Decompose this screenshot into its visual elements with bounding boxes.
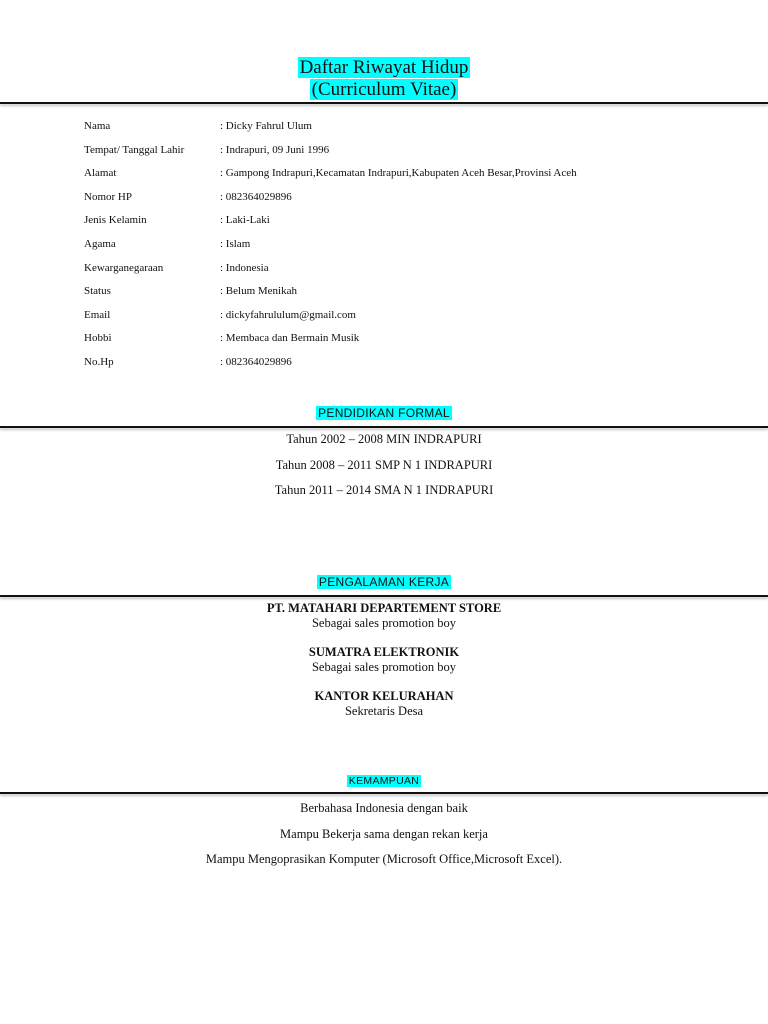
experience-item	[0, 689, 768, 719]
company-name: SUMATRA ELEKTRONIK	[308, 645, 460, 659]
education-item: Tahun 2008 – 2011 SMP N 1 INDRAPURI	[275, 457, 493, 472]
skill-item: Mampu Mengoprasikan Komputer (Microsoft Office,Microsoft Excel).	[205, 852, 563, 866]
info-value: : Gampong Indrapuri,Kecamatan Indrapuri,Kabupaten Aceh Besar,Provinsi Aceh	[220, 167, 577, 180]
info-value: : dickyfahrululum@gmail.com	[220, 308, 356, 321]
info-value: : 082364029896	[220, 355, 292, 368]
company-name: PT. MATAHARI DEPARTEMENT STORE	[266, 601, 502, 615]
job-role: Sebagai sales promotion boy	[311, 660, 457, 674]
education-item: Tahun 2002 – 2008 MIN INDRAPURI	[286, 432, 482, 446]
section-heading-education: PENDIDIKAN FORMAL	[318, 406, 450, 420]
info-value: : Islam	[220, 237, 251, 250]
skill-item: Berbahasa Indonesia dengan baik	[300, 801, 468, 815]
info-value: : Indonesia	[220, 261, 269, 274]
info-label: Jenis Kelamin	[84, 214, 147, 227]
education-list	[0, 431, 768, 508]
info-value: : Laki-Laki	[220, 214, 270, 227]
skills-list	[0, 800, 768, 877]
info-value: : Indrapuri, 09 Juni 1996	[220, 143, 330, 156]
info-value: : Membaca dan Bermain Musik	[220, 332, 360, 345]
info-label: Hobbi	[84, 332, 112, 345]
info-label: Alamat	[84, 167, 117, 180]
education-item: Tahun 2011 – 2014 SMA N 1 INDRAPURI	[274, 483, 494, 497]
job-role: Sekretaris Desa	[344, 704, 424, 718]
info-label: Email	[84, 308, 111, 321]
title-line-sub: (Curriculum Vitae)	[311, 79, 457, 100]
experience-item	[0, 601, 768, 631]
experience-divider	[0, 595, 768, 597]
info-value: : Belum Menikah	[220, 285, 297, 298]
section-heading-skills: KEMAMPUAN	[348, 775, 420, 787]
title-divider	[0, 102, 768, 104]
info-label: Tempat/ Tanggal Lahir	[84, 143, 185, 156]
skill-item: Mampu Bekerja sama dengan rekan kerja	[280, 826, 488, 841]
info-label: Nomor HP	[84, 190, 132, 203]
education-divider	[0, 426, 768, 428]
info-label: No.Hp	[84, 355, 114, 368]
info-label: Kewarganegaraan	[84, 261, 164, 274]
skills-divider	[0, 792, 768, 794]
document-title	[0, 57, 768, 101]
experience-item	[0, 645, 768, 675]
info-value: : 082364029896	[220, 190, 292, 203]
job-role: Sebagai sales promotion boy	[311, 616, 457, 630]
section-heading-experience: PENGALAMAN KERJA	[318, 575, 450, 589]
info-value: : Dicky Fahrul Ulum	[220, 120, 312, 132]
info-label: Agama	[84, 237, 116, 250]
company-name: KANTOR KELURAHAN	[314, 689, 454, 703]
info-label: Status	[84, 285, 111, 298]
info-label: Nama	[84, 120, 111, 132]
title-line-main: Daftar Riwayat Hidup	[299, 57, 469, 78]
